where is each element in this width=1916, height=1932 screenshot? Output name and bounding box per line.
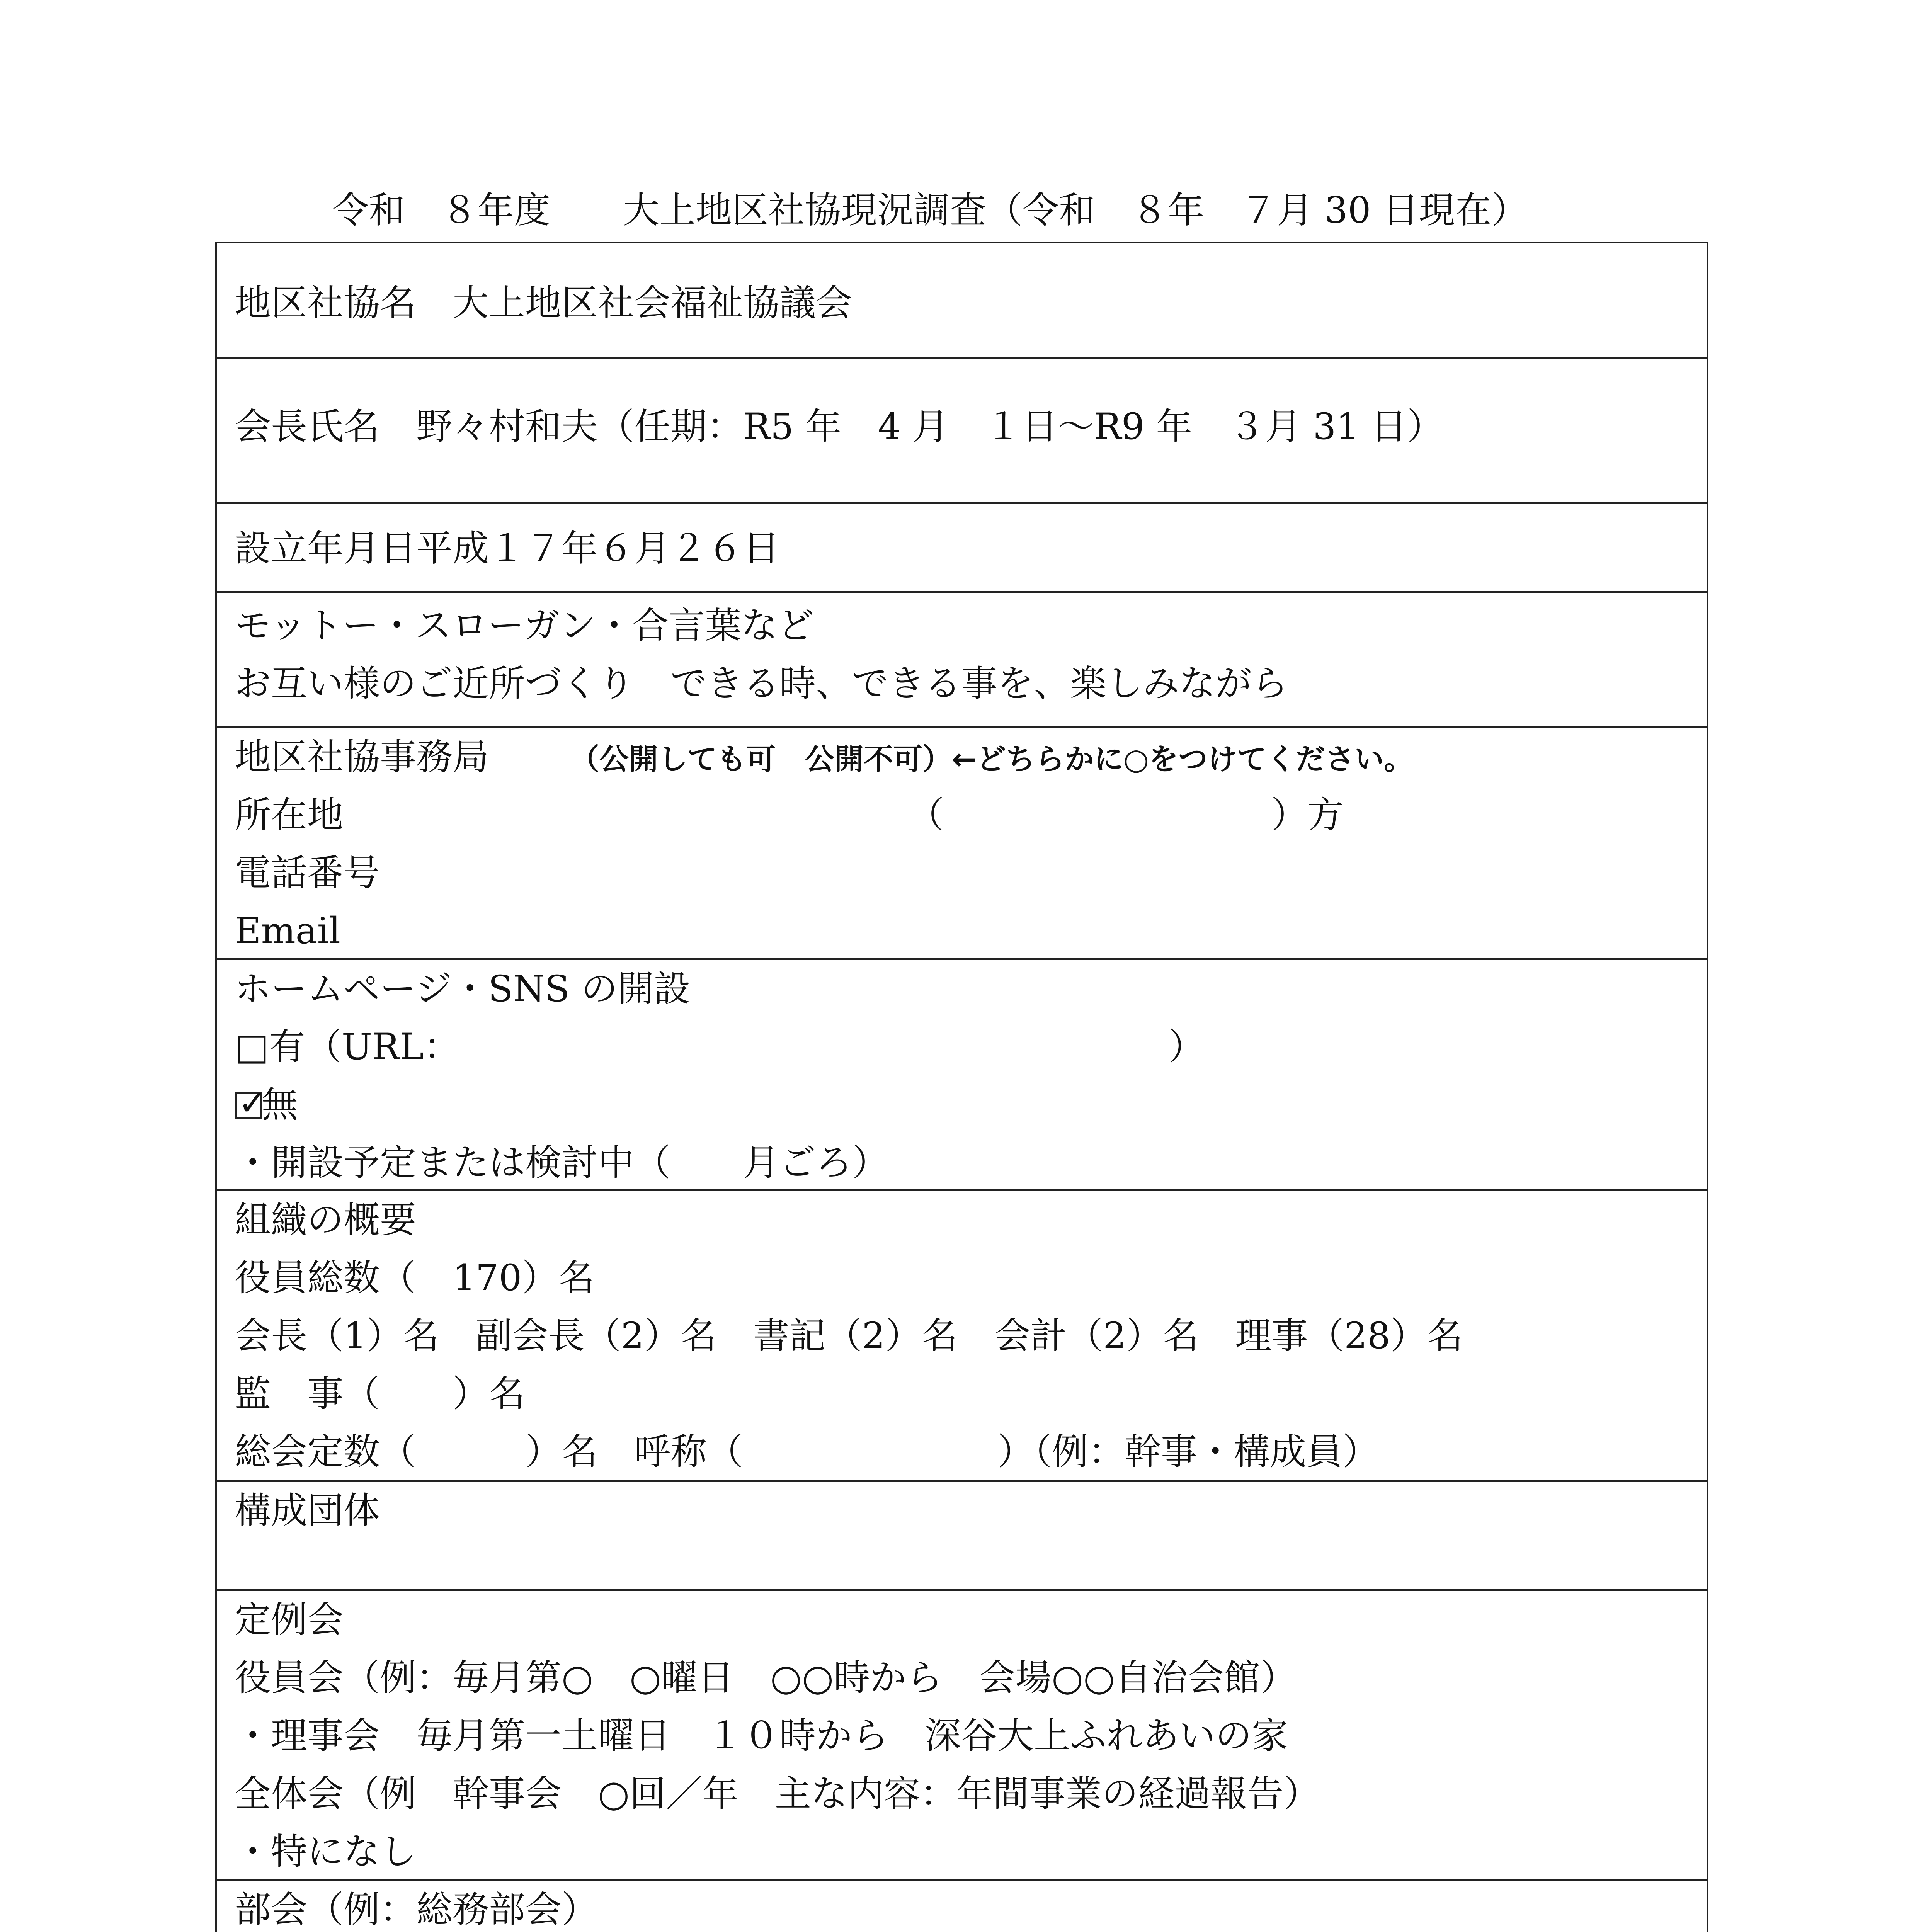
row-member-groups [217, 1480, 1707, 1589]
homepage-yes-text: 有（URL： ） [269, 1026, 1205, 1068]
officers-meeting: 役員会（例：毎月第○ ○曜日 ○○時から 会場○○自治会館） [235, 1657, 1297, 1699]
homepage-label: ホームページ・SNS の開設 [235, 968, 691, 1010]
phone-label[interactable]: 電話番号 [235, 852, 380, 894]
general-meeting[interactable]: 総会定数（ ）名 呼称（ ）（例：幹事・構成員） [235, 1431, 1379, 1473]
auditors[interactable]: 監 事（ ）名 [235, 1373, 526, 1415]
email-label[interactable]: Email [235, 910, 340, 952]
office-label: 地区社協事務局 [235, 736, 489, 778]
president-text: 会長氏名 野々村和夫（任期：R5 年 4 月 １日～R9 年 ３月 31 日） [235, 406, 1443, 448]
disclosure-note[interactable]: （公開しても可 公開不可）←どちらかに○をつけてください。 [570, 742, 1414, 776]
row-divisions [217, 1879, 1707, 1932]
check-mark-icon: ✓ [238, 1083, 267, 1123]
row-district-name [217, 243, 1707, 357]
row-president [217, 357, 1707, 502]
regular-meetings-label: 定例会 [235, 1599, 344, 1641]
member-groups-label: 構成団体 [235, 1490, 380, 1532]
office-address-line [235, 786, 1695, 844]
address-field[interactable]: （ ）方 [908, 794, 1344, 836]
office-header-line [235, 728, 1695, 786]
homepage-option-no[interactable] [235, 1076, 1695, 1134]
motto-value: お互い様のご近所づくり できる時、できる事を、楽しみながら [235, 663, 1288, 705]
established-text: 設立年月日平成１７年６月２６日 [235, 527, 780, 570]
row-regular-meetings [217, 1589, 1707, 1879]
address-label: 所在地 [235, 794, 344, 836]
homepage-no-text: 無 [262, 1084, 298, 1126]
board-meeting[interactable]: ・理事会 毎月第一土曜日 １０時から 深谷大上ふれあいの家 [235, 1715, 1288, 1757]
homepage-option-yes[interactable] [235, 1018, 1695, 1076]
row-established [217, 502, 1707, 591]
plenary-value[interactable]: ・特になし [235, 1831, 417, 1873]
district-name-text: 地区社協名 大上地区社会福祉協議会 [235, 282, 853, 324]
divisions-label: 部会（例：総務部会） [235, 1889, 598, 1931]
row-motto [217, 591, 1707, 726]
motto-label: モットー・スローガン・合言葉など [235, 605, 814, 647]
checked-checkbox-icon[interactable] [235, 1083, 267, 1123]
plenary-meeting: 全体会（例 幹事会 ○回／年 主な内容：年間事業の経過報告） [235, 1773, 1320, 1815]
organization-label: 組織の概要 [235, 1199, 417, 1241]
page-title: 令和 ８年度 大上地区社協現況調査（令和 ８年 ７月 30 日現在） [332, 189, 1528, 231]
yes-checkbox-icon[interactable]: □ [235, 1026, 269, 1068]
row-homepage [217, 958, 1707, 1189]
row-organization [217, 1189, 1707, 1480]
row-office [217, 726, 1707, 958]
homepage-planned[interactable]: ・開設予定または検討中（ 月ごろ） [235, 1142, 889, 1184]
survey-form-table [215, 242, 1708, 1932]
officer-roles[interactable]: 会長（1）名 副会長（2）名 書記（2）名 会計（2）名 理事（28）名 [235, 1315, 1463, 1357]
officers-total[interactable]: 役員総数（ 170）名 [235, 1257, 595, 1299]
